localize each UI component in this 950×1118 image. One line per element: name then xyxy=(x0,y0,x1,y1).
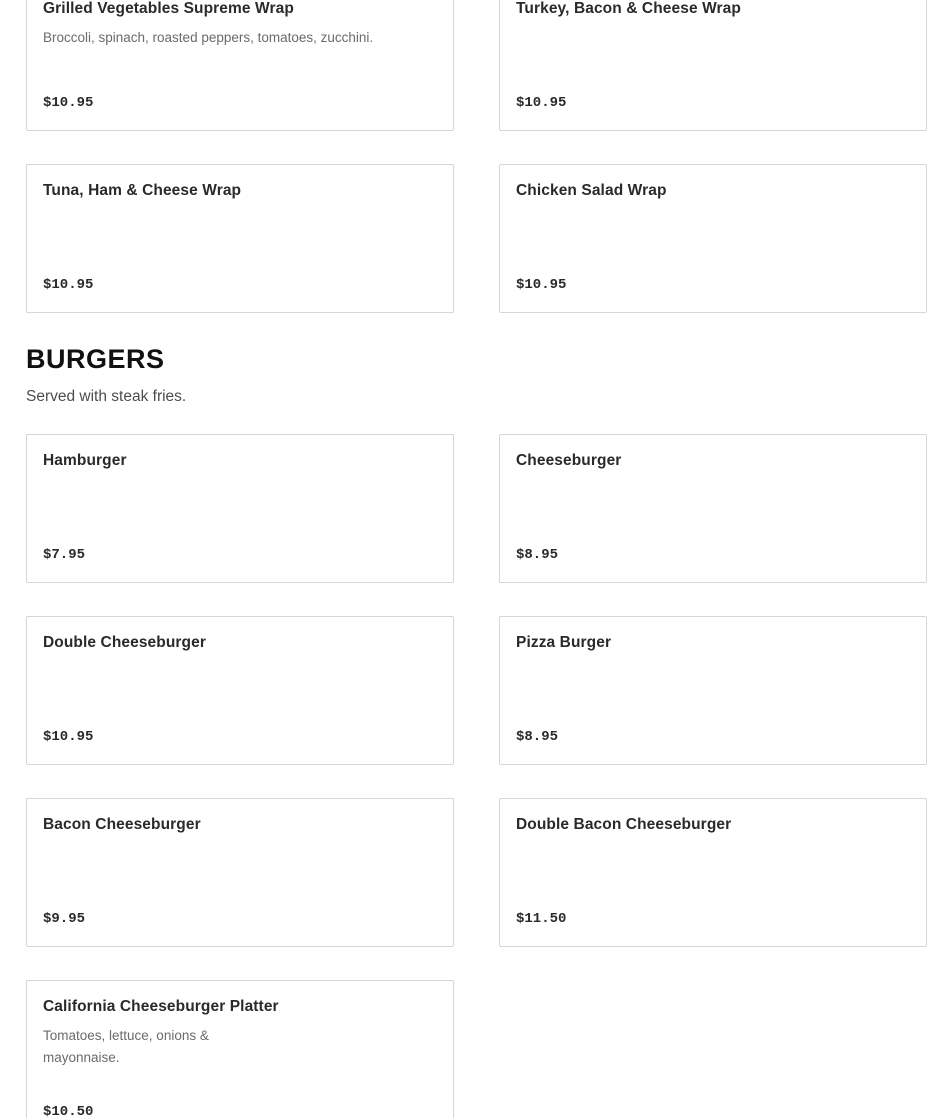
menu-item-card[interactable] xyxy=(499,164,927,313)
menu-item-card[interactable] xyxy=(26,0,454,131)
menu-item-card[interactable] xyxy=(26,164,454,313)
menu-item-card[interactable] xyxy=(26,980,454,1118)
menu-item-name: Pizza Burger xyxy=(516,634,612,651)
menu-item-card[interactable] xyxy=(499,434,927,583)
menu-item-card[interactable] xyxy=(26,434,454,583)
menu-item-name: Tuna, Ham & Cheese Wrap xyxy=(43,182,242,199)
menu-item-price: $10.95 xyxy=(43,729,94,745)
menu-item-card[interactable] xyxy=(26,616,454,765)
menu-item-name: Double Cheeseburger xyxy=(43,634,206,651)
menu-item-name: Turkey, Bacon & Cheese Wrap xyxy=(516,0,741,17)
menu-item-price: $11.50 xyxy=(516,911,567,927)
menu-item-price: $10.95 xyxy=(516,95,567,111)
menu-item-price: $10.95 xyxy=(43,277,94,293)
menu-item-card[interactable] xyxy=(499,798,927,947)
menu-item-card[interactable] xyxy=(26,798,454,947)
menu-item-name: Chicken Salad Wrap xyxy=(516,182,667,199)
menu-item-name: Hamburger xyxy=(43,452,127,469)
menu-item-card[interactable] xyxy=(499,616,927,765)
menu-item-price: $10.50 xyxy=(43,1104,94,1118)
menu-item-name: Bacon Cheeseburger xyxy=(43,816,201,833)
menu-item-description: Broccoli, spinach, roasted peppers, tomatoes, zucchini. xyxy=(43,30,374,45)
menu-item-name: Cheeseburger xyxy=(516,452,622,469)
menu-item-name: California Cheeseburger Platter xyxy=(43,998,279,1015)
section-title: BURGERS xyxy=(26,344,165,374)
menu-item-name: Double Bacon Cheeseburger xyxy=(516,816,732,833)
menu-item-price: $10.95 xyxy=(516,277,567,293)
menu-item-description: Tomatoes, lettuce, onions & mayonnaise. xyxy=(43,1028,209,1065)
menu-item-price: $7.95 xyxy=(43,547,86,563)
menu-item-price: $8.95 xyxy=(516,547,559,563)
menu-item-price: $8.95 xyxy=(516,729,559,745)
menu-item-price: $9.95 xyxy=(43,911,86,927)
section-subtitle: Served with steak fries. xyxy=(26,388,187,405)
menu-item-card[interactable] xyxy=(499,0,927,131)
menu-item-price: $10.95 xyxy=(43,95,94,111)
menu-item-name: Grilled Vegetables Supreme Wrap xyxy=(43,0,294,17)
